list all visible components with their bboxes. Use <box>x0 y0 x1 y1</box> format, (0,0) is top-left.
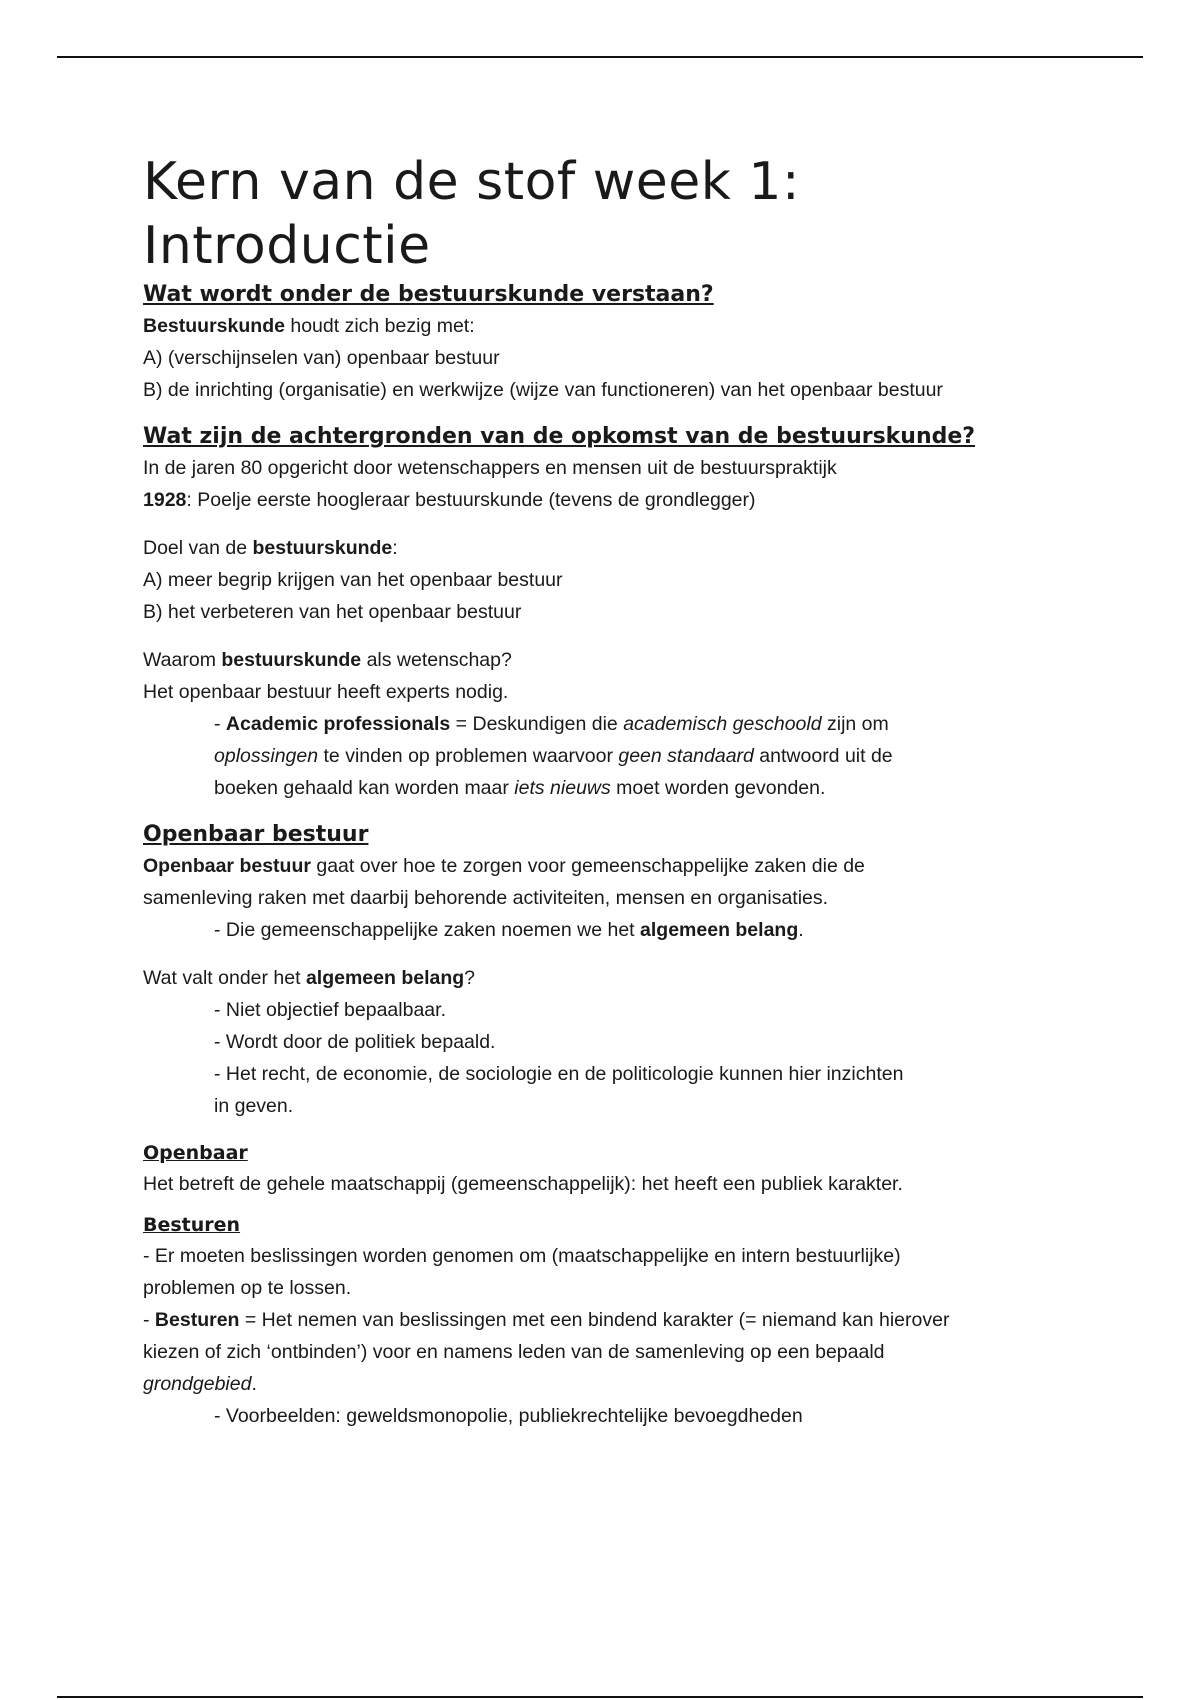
heading-achtergronden: Wat zijn de achtergronden van de opkomst van de bestuurskunde? <box>143 424 976 449</box>
list-item: B) de inrichting (organisatie) en werkwijze (wijze van functioneren) van het openbaar bestuur <box>143 379 943 401</box>
indented-bullet: - Het recht, de economie, de sociologie en de politicologie kunnen hier inzichten in geven. <box>214 1063 904 1117</box>
heading-openbaar-bestuur: Openbaar bestuur <box>143 822 369 847</box>
document-title <box>143 150 1103 278</box>
list-item: A) meer begrip krijgen van het openbaar bestuur <box>143 569 563 591</box>
paragraph: Doel van de bestuurskunde: <box>143 537 398 559</box>
title-line-1: Kern van de stof week 1: <box>143 152 800 212</box>
paragraph: - Besturen = Het nemen van beslissingen met een bindend karakter (= niemand kan hierover kiezen of zich ‘ontbinden’) voor en namens leden van de samenleving op een bepaald grondgebied. <box>143 1309 950 1395</box>
indented-bullet: - Niet objectief bepaalbaar. <box>214 999 446 1021</box>
list-item: B) het verbeteren van het openbaar bestuur <box>143 601 522 623</box>
heading-bestuurskunde-definition: Wat wordt onder de bestuurskunde verstaan? <box>143 282 714 307</box>
paragraph: Waarom bestuurskunde als wetenschap? <box>143 649 512 671</box>
paragraph: Het openbaar bestuur heeft experts nodig. <box>143 681 509 703</box>
paragraph: 1928: Poelje eerste hoogleraar bestuurskunde (tevens de grondlegger) <box>143 489 756 511</box>
paragraph: - Er moeten beslissingen worden genomen om (maatschappelijke en intern bestuurlijke) problemen op te lossen. <box>143 1245 901 1299</box>
bottom-rule <box>57 1696 1143 1698</box>
indented-bullet: - Academic professionals = Deskundigen die academisch geschoold zijn om oplossingen te vinden op problemen waarvoor geen standaard antwoord uit de boeken gehaald kan worden maar iets nieuws moet worden gevonden. <box>214 713 893 799</box>
document-page <box>143 150 1103 1432</box>
top-rule <box>57 56 1143 58</box>
indented-bullet: - Wordt door de politiek bepaald. <box>214 1031 496 1053</box>
indented-bullet: - Die gemeenschappelijke zaken noemen we het algemeen belang. <box>214 919 804 941</box>
paragraph: Bestuurskunde houdt zich bezig met: <box>143 315 475 337</box>
paragraph: Openbaar bestuur gaat over hoe te zorgen voor gemeenschappelijke zaken die de samenleving raken met daarbij behorende activiteiten, mensen en organisaties. <box>143 855 865 909</box>
indented-bullet: - Voorbeelden: geweldsmonopolie, publiekrechtelijke bevoegdheden <box>214 1405 803 1427</box>
heading-openbaar: Openbaar <box>143 1142 248 1164</box>
paragraph: Het betreft de gehele maatschappij (gemeenschappelijk): het heeft een publiek karakter. <box>143 1173 903 1195</box>
title-line-2: Introductie <box>143 216 431 276</box>
paragraph: In de jaren 80 opgericht door wetenschappers en mensen uit de bestuurspraktijk <box>143 457 837 479</box>
heading-besturen: Besturen <box>143 1214 241 1236</box>
list-item: A) (verschijnselen van) openbaar bestuur <box>143 347 500 369</box>
paragraph: Wat valt onder het algemeen belang? <box>143 967 476 989</box>
